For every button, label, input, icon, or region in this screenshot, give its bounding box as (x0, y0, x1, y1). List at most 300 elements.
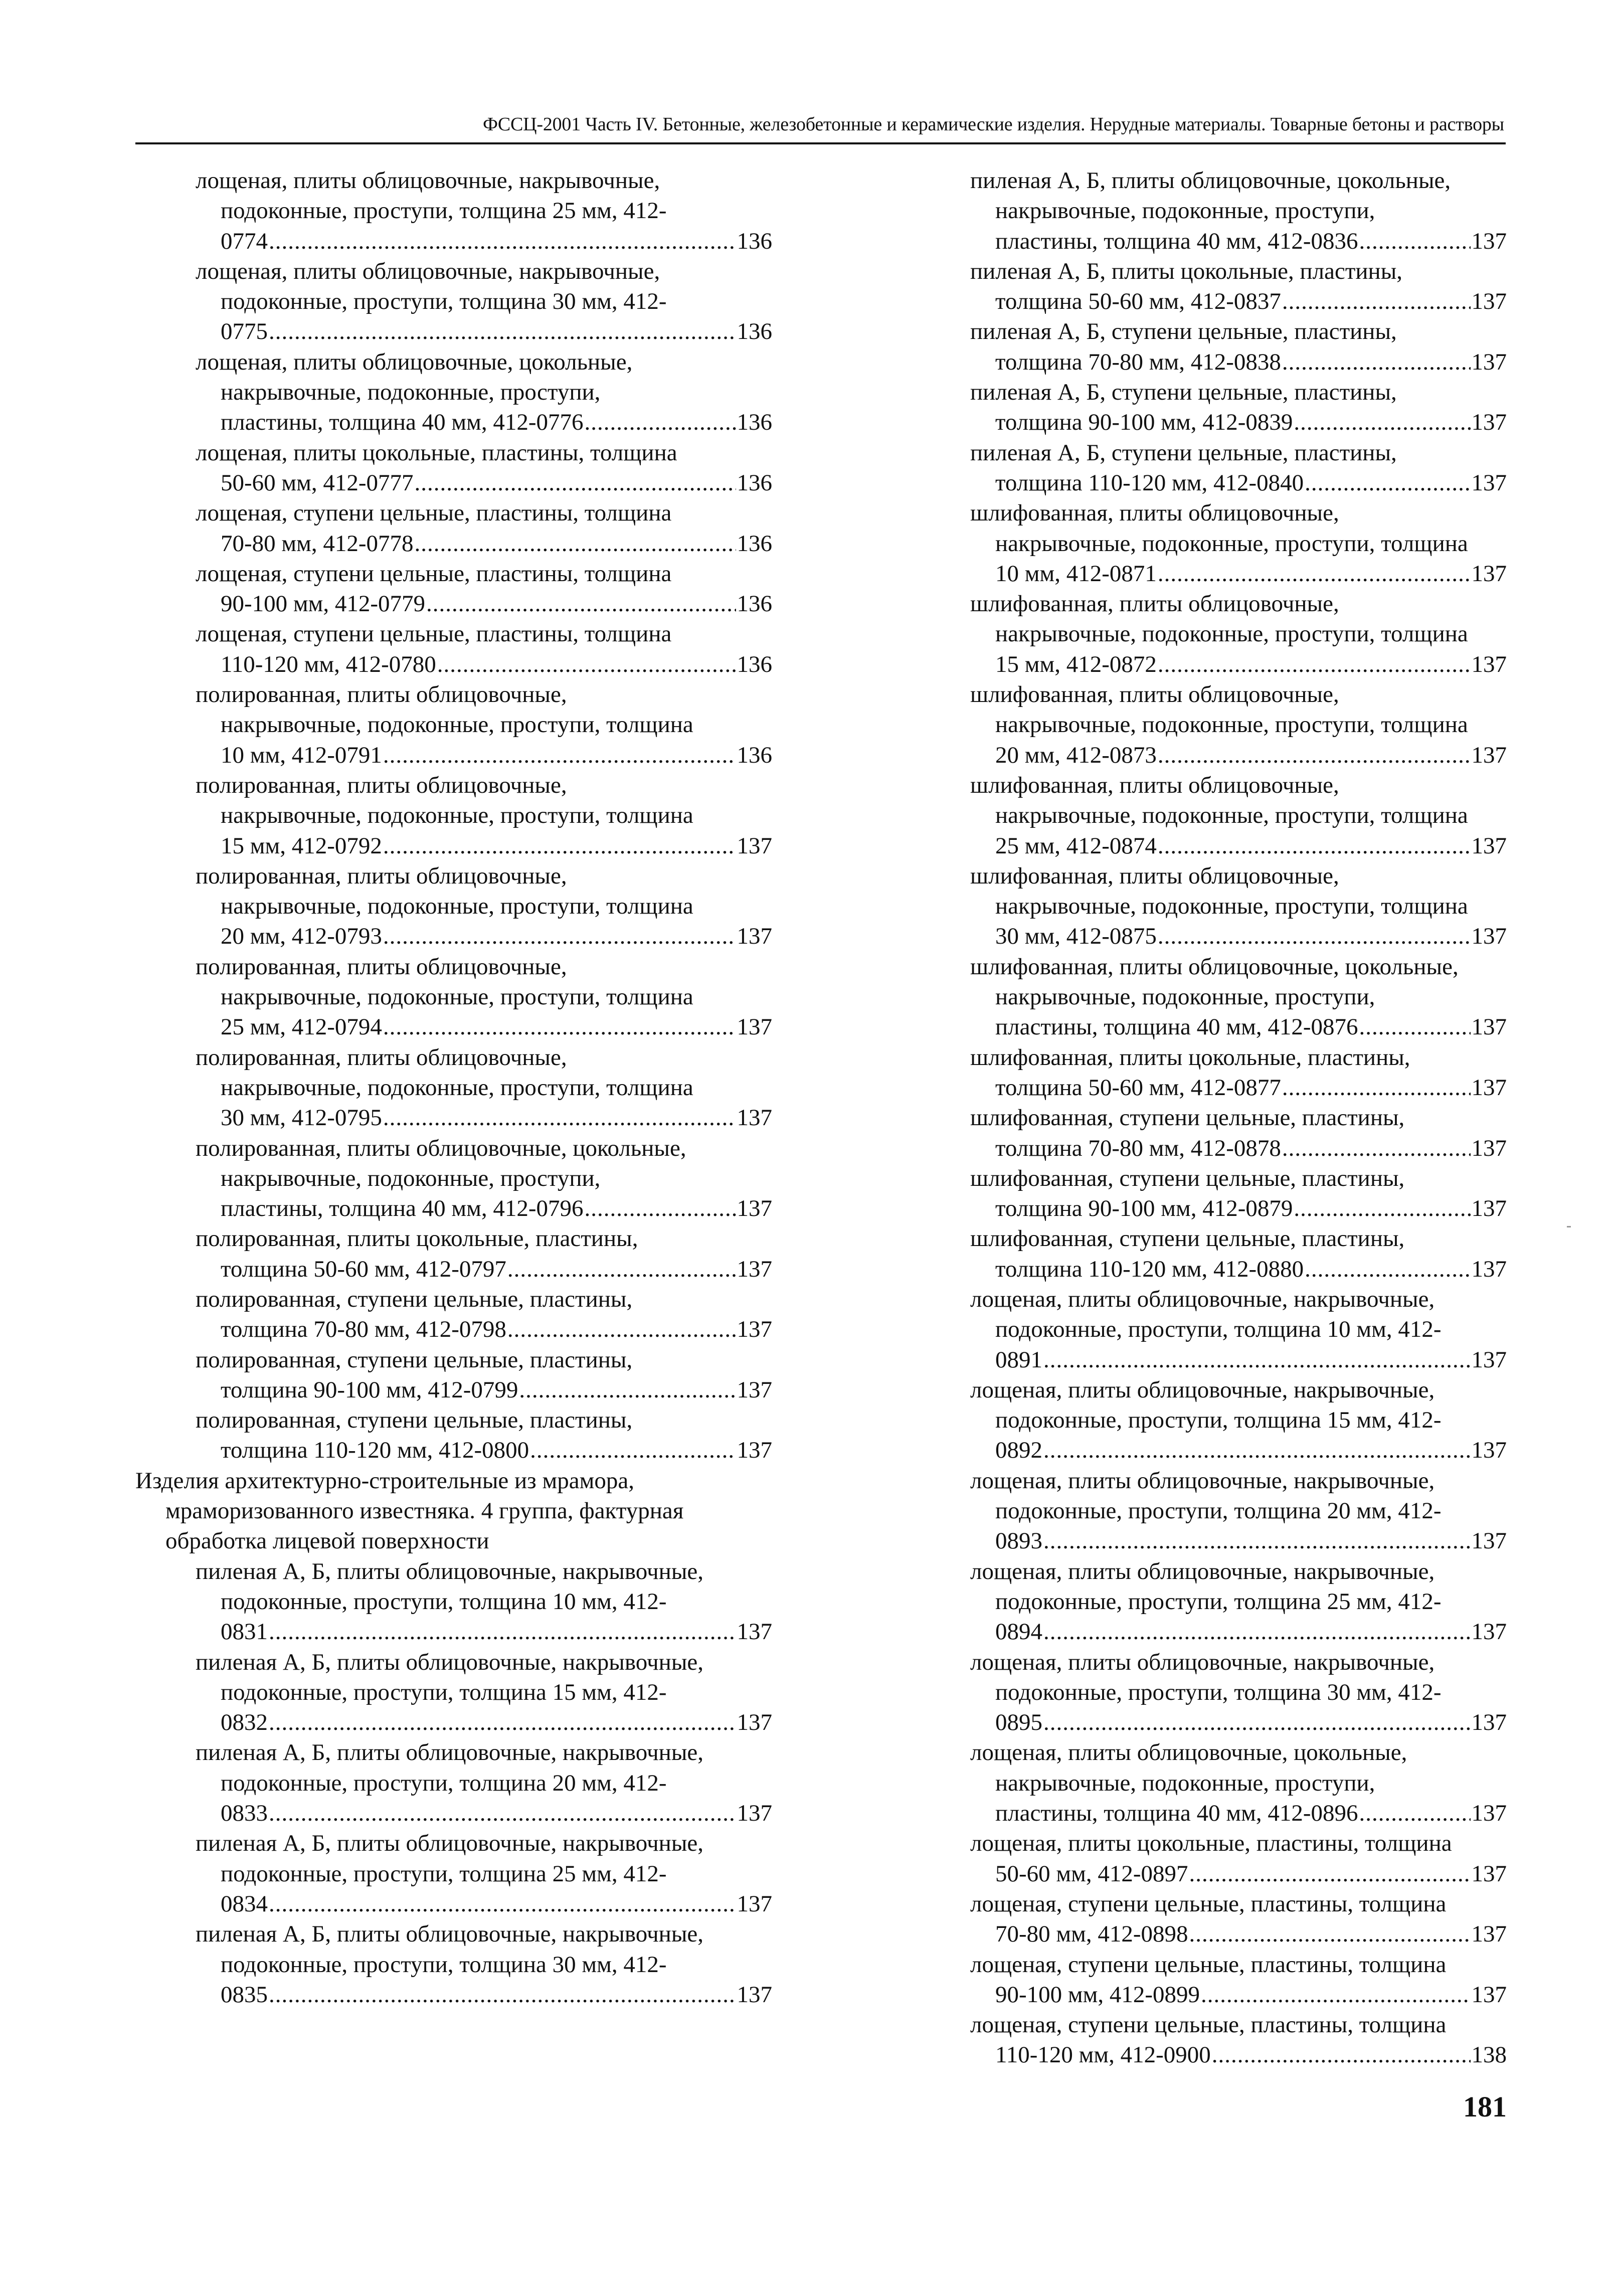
index-page-ref: 136 (737, 469, 772, 496)
index-entry-line (910, 921, 1507, 951)
dot-leader (1043, 1617, 1471, 1647)
index-page-ref: 137 (1471, 288, 1507, 315)
header-rule (135, 142, 1506, 144)
index-entry-text: шлифованная, ступени цельные, пластины, (970, 1225, 1405, 1252)
index-entry-text: подоконные, проступи, толщина 25 мм, 412- (221, 198, 667, 224)
index-entry-text: шлифованная, плиты облицовочные, (970, 681, 1339, 708)
index-entry-line (135, 1737, 772, 1768)
scan-mark (1567, 1226, 1571, 1227)
index-entry (910, 952, 1507, 1042)
index-entry-text: накрывочные, подоконные, проступи, толщина (995, 712, 1468, 738)
index-page-ref: 137 (1471, 560, 1507, 587)
dot-leader (269, 1798, 736, 1828)
dot-leader (1158, 649, 1471, 679)
index-entry-text: толщина 110-120 мм, 412-0800 (221, 1437, 529, 1464)
index-entry-line (135, 952, 772, 982)
index-entry (135, 1345, 772, 1405)
index-entry-line (135, 589, 772, 619)
index-entry-text: 0892 (995, 1437, 1042, 1464)
index-entry-line (910, 377, 1507, 407)
index-entry-line (135, 891, 772, 921)
dot-leader (1043, 1435, 1471, 1465)
index-entry-line (910, 1073, 1507, 1103)
index-entry-line (135, 1466, 772, 1496)
index-entry-line (910, 770, 1507, 800)
index-entry-line (135, 1950, 772, 1980)
dot-leader (1294, 407, 1470, 437)
index-entry-line (135, 1012, 772, 1042)
index-entry-line (135, 1586, 772, 1617)
index-entry-text: полированная, плиты цокольные, пластины, (196, 1225, 638, 1252)
index-entry-line (910, 952, 1507, 982)
index-entry-line (135, 226, 772, 256)
index-entry-line (135, 831, 772, 861)
index-entry (135, 1737, 772, 1828)
index-page-ref: 137 (1471, 1921, 1507, 1948)
index-entry-text: подоконные, проступи, толщина 25 мм, 412- (221, 1860, 667, 1887)
index-entry-line (135, 1314, 772, 1344)
index-entry-text: 70-80 мм, 412-0778 (221, 530, 414, 557)
index-entry-text: пиленая А, Б, плиты облицовочные, накрывочные, (196, 1649, 704, 1675)
index-entry-line (910, 468, 1507, 498)
index-entry-text: подоконные, проступи, толщина 15 мм, 412- (995, 1407, 1442, 1434)
dot-leader (1282, 286, 1471, 316)
index-entry-text: подоконные, проступи, толщина 30 мм, 412- (221, 288, 667, 315)
index-entry-line (135, 1223, 772, 1254)
dot-leader (1043, 1526, 1471, 1556)
index-entry-text: 25 мм, 412-0874 (995, 832, 1157, 859)
index-entry-text: 90-100 мм, 412-0779 (221, 591, 426, 617)
index-entry-text: 50-60 мм, 412-0897 (995, 1860, 1188, 1887)
index-page-ref: 136 (737, 409, 772, 436)
index-entry-line (135, 1163, 772, 1193)
index-page-ref: 137 (737, 832, 772, 859)
dot-leader (269, 1889, 736, 1919)
dot-leader (383, 740, 736, 770)
index-entry-text: полированная, плиты облицовочные, цокольные, (196, 1135, 686, 1161)
index-entry-line (910, 1223, 1507, 1254)
index-entry-text: 30 мм, 412-0875 (995, 923, 1157, 950)
index-entry-line (135, 559, 772, 589)
dot-leader (415, 528, 736, 559)
index-entry-text: толщина 50-60 мм, 412-0877 (995, 1074, 1281, 1101)
index-entry-text: пиленая А, Б, ступени цельные, пластины, (970, 439, 1397, 466)
index-entry (910, 438, 1507, 498)
index-entry-text: толщина 110-120 мм, 412-0840 (995, 469, 1304, 496)
index-entry-text: 30 мм, 412-0795 (221, 1105, 382, 1131)
index-entry-text: пиленая А, Б, плиты цокольные, пластины, (970, 258, 1403, 284)
index-entry-line (910, 831, 1507, 861)
index-entry-line (910, 589, 1507, 619)
index-page-ref: 137 (1471, 1437, 1507, 1464)
index-entry-line (135, 1254, 772, 1284)
index-entry-line (910, 1859, 1507, 1889)
index-entry-line (910, 1254, 1507, 1284)
index-entry-line (910, 1375, 1507, 1405)
index-entry-line (910, 679, 1507, 710)
index-entry-line (910, 1647, 1507, 1677)
dot-leader (1305, 468, 1470, 498)
index-entry-line (910, 2040, 1507, 2070)
index-entry (910, 1647, 1507, 1738)
index-entry-line (910, 1707, 1507, 1737)
index-entry-text: Изделия архитектурно-строительные из мрамора, (135, 1467, 634, 1494)
index-entry-text: накрывочные, подоконные, проступи, (221, 379, 601, 406)
index-entry-text: подоконные, проступи, толщина 30 мм, 412- (221, 1951, 667, 1978)
index-entry-text: пластины, толщина 40 мм, 412-0876 (995, 1014, 1358, 1040)
index-entry-text: лощеная, плиты облицовочные, накрывочные, (970, 1558, 1435, 1584)
index-entry-text: шлифованная, плиты облицовочные, цокольные, (970, 953, 1459, 980)
dot-leader (1282, 1073, 1471, 1103)
index-entry-text: накрывочные, подоконные, проступи, толщина (221, 712, 693, 738)
dot-leader (507, 1314, 736, 1344)
index-page-ref: 137 (737, 1709, 772, 1736)
dot-leader (1305, 1254, 1470, 1284)
index-entry-text: шлифованная, плиты цокольные, пластины, (970, 1044, 1410, 1071)
index-page-ref: 137 (1471, 1981, 1507, 2008)
index-entry-line (135, 468, 772, 498)
index-entry-line (910, 1193, 1507, 1223)
index-entry-text: лощеная, ступени цельные, пластины, толщина (196, 500, 672, 526)
index-entry-line (910, 407, 1507, 437)
index-entry-line (135, 407, 772, 437)
index-entry-text: 110-120 мм, 412-0900 (995, 2042, 1211, 2068)
dot-leader (1359, 1012, 1471, 1042)
index-entry-text: шлифованная, ступени цельные, пластины, (970, 1105, 1405, 1131)
index-entry (135, 1828, 772, 1919)
dot-leader (269, 1980, 736, 2010)
index-entry-text: 50-60 мм, 412-0777 (221, 469, 414, 496)
index-page-ref: 136 (737, 228, 772, 254)
index-entry-line (135, 1617, 772, 1647)
index-entry-text: лощеная, плиты цокольные, пластины, толщина (970, 1830, 1452, 1857)
index-entry-text: накрывочные, подоконные, проступи, толщина (995, 893, 1468, 920)
dot-leader (1189, 1859, 1471, 1889)
dot-leader (1201, 1980, 1470, 2010)
index-entry-line (910, 800, 1507, 830)
index-entry-line (135, 286, 772, 316)
index-entry (135, 347, 772, 438)
index-entry-line (135, 710, 772, 740)
index-entry (910, 1375, 1507, 1466)
index-entry-text: шлифованная, плиты облицовочные, (970, 862, 1339, 889)
dot-leader (1158, 831, 1471, 861)
index-page-ref: 137 (737, 1014, 772, 1040)
index-entry-text: полированная, ступени цельные, пластины, (196, 1407, 633, 1434)
dot-leader (507, 1254, 736, 1284)
index-page-ref: 136 (737, 742, 772, 768)
dot-leader (383, 1012, 736, 1042)
index-entry-text: шлифованная, плиты облицовочные, (970, 591, 1339, 617)
index-entry-line (910, 226, 1507, 256)
dot-leader (1282, 347, 1471, 377)
index-entry-line (135, 498, 772, 528)
index-entry-text: пиленая А, Б, плиты облицовочные, накрывочные, (196, 1739, 704, 1766)
index-entry-line (910, 1163, 1507, 1193)
index-entry-text: полированная, плиты облицовочные, (196, 772, 567, 798)
index-entry-text: полированная, плиты облицовочные, (196, 862, 567, 889)
index-entry (910, 770, 1507, 861)
index-entry (910, 1284, 1507, 1375)
index-entry (135, 1556, 772, 1647)
running-header: ФССЦ-2001 Часть IV. Бетонные, железобетонные и керамические изделия. Нерудные материалы. Товарные бетоны и растворы (483, 114, 1504, 135)
index-entry-text: накрывочные, подоконные, проступи, (221, 1165, 601, 1191)
index-page-ref: 137 (1471, 1709, 1507, 1736)
index-entry-line (135, 1435, 772, 1465)
index-entry-text: пластины, толщина 40 мм, 412-0896 (995, 1800, 1358, 1827)
index-entry-line (135, 1859, 772, 1889)
index-entry (135, 165, 772, 256)
index-entry-line (910, 559, 1507, 589)
dot-leader (1158, 559, 1471, 589)
index-entry-line (910, 1526, 1507, 1556)
index-entry-text: пластины, толщина 40 мм, 412-0836 (995, 228, 1358, 254)
index-entry (910, 256, 1507, 317)
index-page-ref: 136 (737, 651, 772, 677)
index-entry-text: шлифованная, плиты облицовочные, (970, 500, 1339, 526)
index-entry-text: подоконные, проступи, толщина 25 мм, 412- (995, 1588, 1442, 1615)
index-entry (135, 559, 772, 619)
index-entry-text: 70-80 мм, 412-0898 (995, 1921, 1188, 1948)
index-entry (135, 770, 772, 861)
index-entry-line (910, 498, 1507, 528)
index-entry-line (135, 1768, 772, 1798)
index-entry-line (135, 438, 772, 468)
index-entry (135, 256, 772, 347)
index-entry-line (135, 165, 772, 196)
index-entry-line (135, 1980, 772, 2010)
index-entry (135, 1223, 772, 1284)
dot-leader (530, 1435, 736, 1465)
index-entry-line (135, 347, 772, 377)
index-entry (135, 861, 772, 952)
index-entry-line (910, 1012, 1507, 1042)
index-entry (910, 2010, 1507, 2070)
index-entry-text: полированная, плиты облицовочные, (196, 681, 567, 708)
index-entry (910, 316, 1507, 377)
index-entry-text: пиленая А, Б, ступени цельные, пластины, (970, 379, 1397, 406)
index-entry-line (135, 1526, 772, 1556)
index-entry-line (135, 1828, 772, 1858)
index-entry-line (910, 1617, 1507, 1647)
index-entry-line (910, 1042, 1507, 1073)
index-entry-text: 0894 (995, 1619, 1042, 1645)
dot-leader (585, 407, 736, 437)
index-entry-line (910, 1950, 1507, 1980)
dot-leader (1158, 740, 1471, 770)
dot-leader (585, 1193, 736, 1223)
index-entry-line (910, 528, 1507, 559)
index-entry-line (910, 438, 1507, 468)
index-page-ref: 137 (737, 1195, 772, 1222)
index-entry-line (910, 1284, 1507, 1314)
index-entry-line (910, 891, 1507, 921)
index-entry-text: толщина 70-80 мм, 412-0798 (221, 1316, 506, 1343)
index-entry-text: лощеная, ступени цельные, пластины, толщина (970, 2012, 1447, 2038)
index-entry (910, 1042, 1507, 1103)
index-entry-text: пластины, толщина 40 мм, 412-0776 (221, 409, 584, 436)
index-entry-line (135, 1073, 772, 1103)
dot-leader (1189, 1919, 1471, 1949)
index-entry-line (135, 861, 772, 891)
index-entry-line (910, 1556, 1507, 1586)
index-entry-line (135, 1042, 772, 1073)
index-entry-line (910, 710, 1507, 740)
index-entry (910, 165, 1507, 256)
index-entry-text: толщина 90-100 мм, 412-0799 (221, 1376, 518, 1403)
index-column-left (135, 165, 772, 2010)
index-page-ref: 137 (1471, 1135, 1507, 1161)
index-entry (910, 1223, 1507, 1284)
index-entry (135, 1919, 772, 2010)
index-page-ref: 137 (737, 1800, 772, 1827)
index-entry-line (910, 1889, 1507, 1919)
index-page-ref: 137 (737, 923, 772, 950)
index-entry-line (910, 1314, 1507, 1344)
index-entry-line (910, 649, 1507, 679)
index-group-heading (135, 1466, 772, 1556)
index-entry (910, 1828, 1507, 1889)
index-entry-text: мраморизованного известняка. 4 группа, фактурная (165, 1498, 684, 1524)
index-entry-text: пиленая А, Б, плиты облицовочные, накрывочные, (196, 1558, 704, 1584)
dot-leader (269, 1707, 736, 1737)
dot-leader (383, 831, 736, 861)
index-entry-text: 0832 (221, 1709, 268, 1736)
index-entry-text: шлифованная, ступени цельные, пластины, (970, 1165, 1405, 1191)
index-entry-text: толщина 70-80 мм, 412-0838 (995, 348, 1281, 375)
index-page-ref: 137 (1471, 1346, 1507, 1373)
index-page-ref: 137 (1471, 348, 1507, 375)
dot-leader (426, 589, 736, 619)
dot-leader (269, 226, 736, 256)
index-entry-text: 0835 (221, 1981, 268, 2008)
index-entry (135, 1405, 772, 1466)
index-entry (910, 498, 1507, 589)
index-entry-line (135, 316, 772, 346)
index-entry-line (910, 1496, 1507, 1526)
index-page-ref: 138 (1471, 2042, 1507, 2068)
index-page-ref: 137 (737, 1316, 772, 1343)
index-entry-text: лощеная, плиты облицовочные, накрывочные, (196, 258, 660, 284)
index-entry (910, 1163, 1507, 1224)
index-entry (910, 1556, 1507, 1647)
index-entry-text: лощеная, ступени цельные, пластины, толщина (970, 1951, 1447, 1978)
index-entry-text: пиленая А, Б, плиты облицовочные, накрывочные, (196, 1830, 704, 1857)
index-page-ref: 137 (737, 1256, 772, 1282)
index-entry-line (135, 649, 772, 679)
index-entry-text: лощеная, плиты облицовочные, накрывочные, (970, 1649, 1435, 1675)
index-entry-text: подоконные, проступи, толщина 20 мм, 412- (995, 1498, 1442, 1524)
dot-leader (1282, 1133, 1471, 1163)
index-entry-text: 0891 (995, 1346, 1042, 1373)
index-entry-text: накрывочные, подоконные, проступи, толщина (221, 984, 693, 1010)
index-entry-text: 0775 (221, 318, 268, 345)
dot-leader (519, 1375, 736, 1405)
index-entry-line (135, 1375, 772, 1405)
index-entry-line (135, 1556, 772, 1586)
index-entry-line (910, 1737, 1507, 1768)
index-entry-text: полированная, ступени цельные, пластины, (196, 1346, 633, 1373)
index-entry-line (135, 196, 772, 226)
index-entry-text: полированная, ступени цельные, пластины, (196, 1286, 633, 1312)
index-entry-line (910, 619, 1507, 649)
index-entry-text: лощеная, ступени цельные, пластины, толщина (196, 621, 672, 647)
index-entry-text: пластины, толщина 40 мм, 412-0796 (221, 1195, 584, 1222)
dot-leader (269, 316, 736, 346)
index-entry-text: пиленая А, Б, ступени цельные, пластины, (970, 318, 1397, 345)
index-entry-text: 20 мм, 412-0793 (221, 923, 382, 950)
index-entry-line (135, 256, 772, 286)
index-entry-line (910, 2010, 1507, 2040)
index-page-ref: 137 (1471, 832, 1507, 859)
index-entry-text: накрывочные, подоконные, проступи, толщина (221, 893, 693, 920)
index-page-ref: 137 (1471, 1800, 1507, 1827)
dot-leader (269, 1617, 736, 1647)
index-entry (135, 438, 772, 498)
index-entry-text: лощеная, плиты цокольные, пластины, толщина (196, 439, 677, 466)
index-entry-line (135, 619, 772, 649)
index-page-ref: 137 (1471, 1256, 1507, 1282)
index-entry-line (910, 1466, 1507, 1496)
index-entry-line (135, 1647, 772, 1677)
index-entry-line (910, 1828, 1507, 1858)
index-entry-line (135, 1405, 772, 1435)
index-entry (910, 861, 1507, 952)
index-entry-text: подоконные, проступи, толщина 20 мм, 412- (221, 1770, 667, 1796)
index-entry-text: лощеная, плиты облицовочные, накрывочные, (970, 1286, 1435, 1312)
index-entry-line (910, 1919, 1507, 1949)
index-entry-line (135, 770, 772, 800)
index-entry-line (910, 982, 1507, 1012)
index-entry-line (910, 316, 1507, 346)
index-entry-text: 15 мм, 412-0872 (995, 651, 1157, 677)
index-entry (135, 1284, 772, 1345)
index-entry (910, 1889, 1507, 1950)
dot-leader (1359, 1798, 1471, 1828)
index-entry-line (135, 528, 772, 559)
page-number: 181 (1463, 2090, 1507, 2123)
index-entry-text: лощеная, плиты облицовочные, цокольные, (970, 1739, 1407, 1766)
index-entry-line (910, 861, 1507, 891)
index-entry-text: толщина 50-60 мм, 412-0837 (995, 288, 1281, 315)
index-entry (910, 377, 1507, 438)
index-page-ref: 137 (737, 1890, 772, 1917)
index-entry-text: лощеная, ступени цельные, пластины, толщина (970, 1890, 1447, 1917)
index-entry-text: 0893 (995, 1528, 1042, 1554)
index-entry-line (135, 1103, 772, 1133)
index-page-ref: 136 (737, 591, 772, 617)
index-page-ref: 137 (1471, 742, 1507, 768)
index-entry-text: лощеная, ступени цельные, пластины, толщина (196, 560, 672, 587)
index-entry-line (135, 679, 772, 710)
index-entry-text: накрывочные, подоконные, проступи, толщина (995, 530, 1468, 557)
index-page-ref: 136 (737, 318, 772, 345)
index-page-ref: 136 (737, 530, 772, 557)
index-entry-line (910, 1133, 1507, 1163)
index-entry-line (910, 1345, 1507, 1375)
dot-leader (1158, 921, 1471, 951)
index-column-right (910, 165, 1507, 2070)
index-page-ref: 137 (737, 1981, 772, 2008)
dot-leader (437, 649, 736, 679)
index-entry-line (910, 196, 1507, 226)
index-page-ref: 137 (1471, 1860, 1507, 1887)
index-page-ref: 137 (737, 1105, 772, 1131)
index-entry (135, 952, 772, 1042)
index-page-ref: 137 (737, 1437, 772, 1464)
index-entry-line (910, 347, 1507, 377)
index-entry-text: 15 мм, 412-0792 (221, 832, 382, 859)
